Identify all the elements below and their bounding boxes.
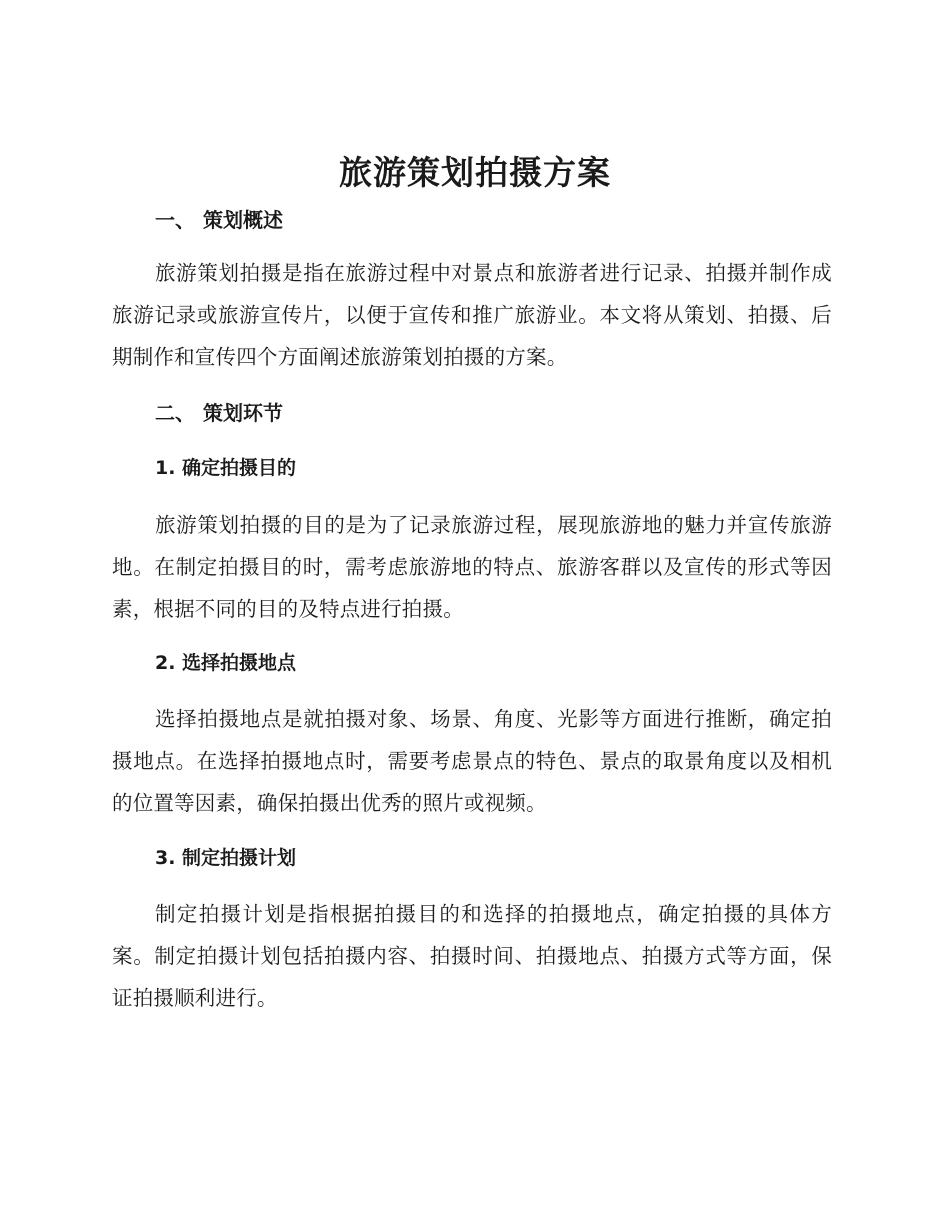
location-paragraph: 选择拍摄地点是就拍摄对象、场景、角度、光影等方面进行推断，确定拍摄地点。在选择拍摄地点时，需要考虑景点的特色、景点的取景角度以及相机的位置等因素，确保拍摄出优秀的照片或视频。 [112, 707, 832, 815]
section-heading-overview [155, 205, 283, 235]
document-title: 旅游策划拍摄方案 [339, 153, 611, 192]
overview-paragraph: 旅游策划拍摄是指在旅游过程中对景点和旅游者进行记录、拍摄并制作成旅游记录或旅游宣传片，以便于宣传和推广旅游业。本文将从策划、拍摄、后期制作和宣传四个方面阐述旅游策划拍摄的方案。 [112, 261, 832, 369]
plan-paragraph: 制定拍摄计划是指根据拍摄目的和选择的拍摄地点，确定拍摄的具体方案。制定拍摄计划包括拍摄内容、拍摄时间、拍摄地点、拍摄方式等方面，保证拍摄顺利进行。 [112, 902, 832, 1010]
subsection-heading-plan: 3. 制定拍摄计划 [155, 847, 297, 869]
section-heading-text: 策划概述 [203, 208, 283, 232]
section-number: 一、 [155, 208, 195, 232]
subsection-heading-location: 2. 选择拍摄地点 [155, 652, 297, 674]
section-heading-planning [155, 398, 283, 428]
subsection-heading-purpose: 1. 确定拍摄目的 [155, 457, 297, 479]
section-heading-text: 策划环节 [203, 401, 283, 425]
section-number: 二、 [155, 401, 195, 425]
purpose-paragraph: 旅游策划拍摄的目的是为了记录旅游过程，展现旅游地的魅力并宣传旅游地。在制定拍摄目的时，需考虑旅游地的特点、旅游客群以及宣传的形式等因素，根据不同的目的及特点进行拍摄。 [112, 513, 832, 621]
